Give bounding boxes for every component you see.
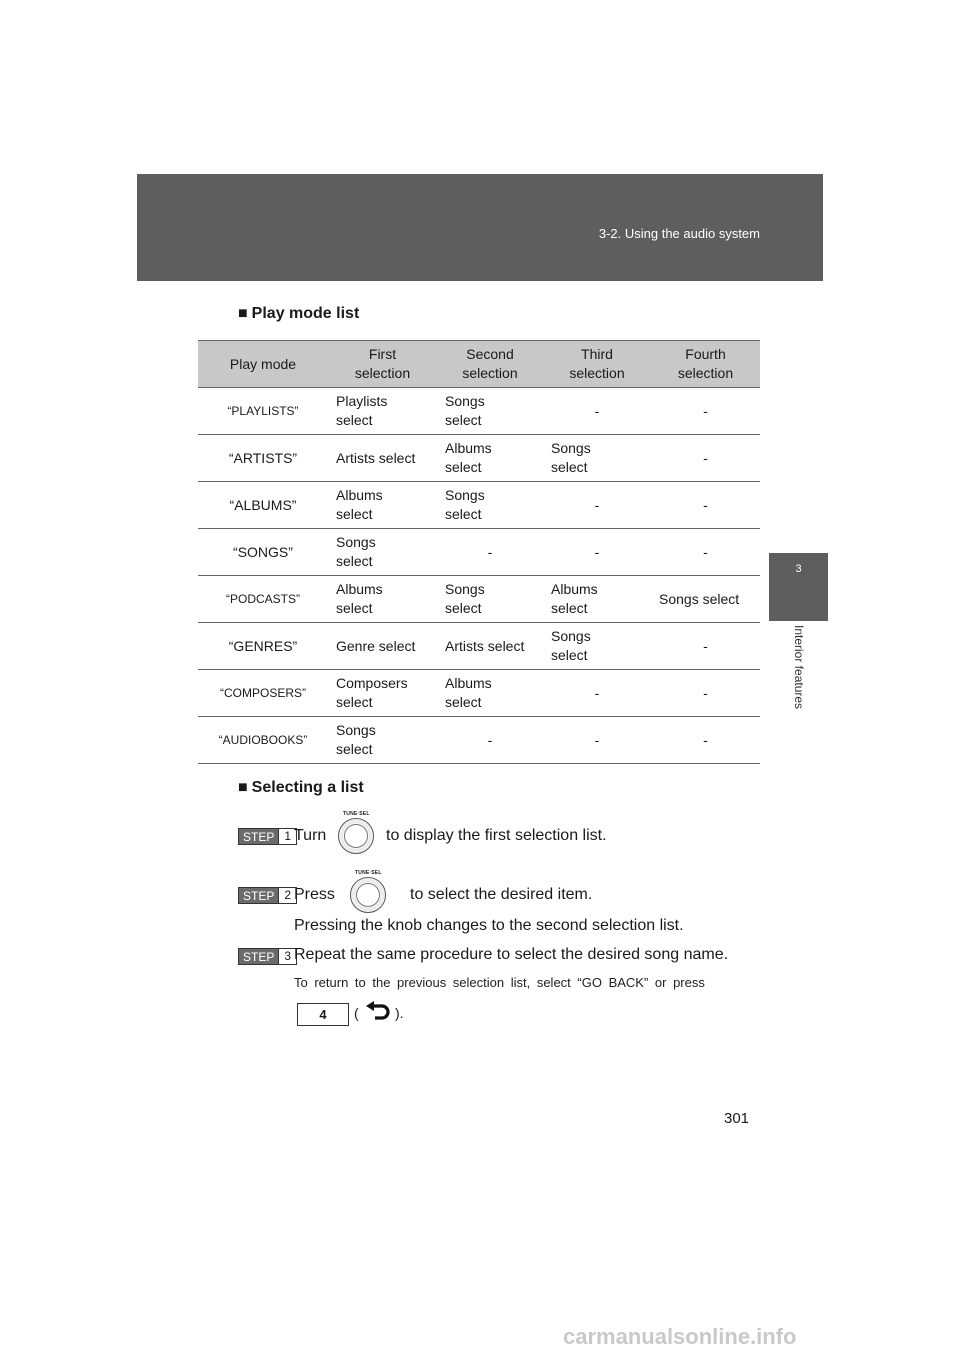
table-cell: Albums select xyxy=(328,482,437,529)
paren-close: ). xyxy=(395,1005,404,1021)
knob-label: TUNE·SEL xyxy=(343,811,370,817)
table-cell: “PLAYLISTS” xyxy=(198,388,328,435)
back-arrow-icon xyxy=(363,1001,393,1025)
key-4-button: 4 xyxy=(297,1003,349,1026)
column-header: Third selection xyxy=(543,341,651,388)
table-row xyxy=(198,670,760,717)
table-cell: - xyxy=(437,529,543,576)
table-row xyxy=(198,482,760,529)
chapter-number: 3 xyxy=(795,563,802,575)
table-cell: Genre select xyxy=(328,623,437,670)
play-mode-heading xyxy=(238,305,359,323)
table-cell: Songs select xyxy=(328,717,437,764)
step-word: STEP xyxy=(238,887,279,904)
table-cell: “PODCASTS” xyxy=(198,576,328,623)
table-cell: Songs select xyxy=(437,482,543,529)
table-cell: - xyxy=(543,482,651,529)
column-header: Second selection xyxy=(437,341,543,388)
step-2-text: to select the desired item. xyxy=(410,886,593,903)
square-bullet-icon: ■ xyxy=(238,305,248,322)
table-cell: Albums select xyxy=(328,576,437,623)
paren-open: ( xyxy=(354,1005,359,1021)
step-number: 1 xyxy=(279,828,297,845)
table-cell: “SONGS” xyxy=(198,529,328,576)
table-row xyxy=(198,623,760,670)
table-cell: Artists select xyxy=(328,435,437,482)
step-1-text: to display the first selection list. xyxy=(386,827,607,844)
table-cell: “ARTISTS” xyxy=(198,435,328,482)
table-row xyxy=(198,435,760,482)
tune-sel-knob-icon xyxy=(338,818,374,854)
table-cell: Songs select xyxy=(651,576,760,623)
chapter-tab xyxy=(769,553,828,621)
table-cell: “COMPOSERS” xyxy=(198,670,328,717)
table-cell: “AUDIOBOOKS” xyxy=(198,717,328,764)
step-2-subtext: Pressing the knob changes to the second selection list. xyxy=(294,917,684,934)
table-row xyxy=(198,576,760,623)
table-cell: - xyxy=(651,388,760,435)
tune-sel-knob-icon xyxy=(350,877,386,913)
column-header: Play mode xyxy=(198,341,328,388)
table-cell: - xyxy=(543,388,651,435)
table-cell: - xyxy=(543,717,651,764)
section-title: 3-2. Using the audio system xyxy=(598,226,760,241)
table-cell: - xyxy=(543,670,651,717)
step-3-text: Repeat the same procedure to select the desired song name. xyxy=(294,946,729,963)
table-cell: Albums select xyxy=(437,670,543,717)
table-cell: Artists select xyxy=(437,623,543,670)
table-cell: Playlists select xyxy=(328,388,437,435)
table-cell: “GENRES” xyxy=(198,623,328,670)
table-cell: - xyxy=(651,482,760,529)
header-band xyxy=(137,174,823,281)
table-cell: Songs select xyxy=(543,435,651,482)
table-header-row xyxy=(198,341,760,388)
table-cell: Songs select xyxy=(437,388,543,435)
table-cell: Albums select xyxy=(543,576,651,623)
step-word: STEP xyxy=(238,948,279,965)
play-mode-table xyxy=(198,340,760,764)
selecting-heading-text: Selecting a list xyxy=(251,779,364,796)
table-cell: - xyxy=(651,717,760,764)
table-cell: Songs select xyxy=(543,623,651,670)
table-cell: Albums select xyxy=(437,435,543,482)
table-cell: Composers select xyxy=(328,670,437,717)
knob-label: TUNE·SEL xyxy=(355,870,382,876)
step-2-badge xyxy=(238,887,297,904)
step-3-badge xyxy=(238,948,297,965)
step-number: 2 xyxy=(279,887,297,904)
step-number: 3 xyxy=(279,948,297,965)
column-header: Fourth selection xyxy=(651,341,760,388)
step-word: STEP xyxy=(238,828,279,845)
step-1-badge xyxy=(238,828,297,845)
selecting-heading xyxy=(238,779,364,797)
table-cell: “ALBUMS” xyxy=(198,482,328,529)
table-cell: - xyxy=(543,529,651,576)
table-cell: - xyxy=(651,623,760,670)
table-cell: Songs select xyxy=(437,576,543,623)
step-1-pre: Turn xyxy=(294,827,327,844)
table-row xyxy=(198,388,760,435)
step-2-pre: Press xyxy=(294,886,335,903)
go-back-note: To return to the previous selection list, select “GO BACK” or press xyxy=(294,975,705,990)
page-number: 301 xyxy=(724,1110,750,1127)
table-cell: - xyxy=(437,717,543,764)
table-row xyxy=(198,717,760,764)
table-cell: - xyxy=(651,529,760,576)
table-cell: Songs select xyxy=(328,529,437,576)
watermark: carmanualsonline.info xyxy=(563,1324,797,1349)
square-bullet-icon: ■ xyxy=(238,779,248,796)
play-mode-heading-text: Play mode list xyxy=(251,305,360,322)
column-header: First selection xyxy=(328,341,437,388)
table-cell: - xyxy=(651,435,760,482)
table-cell: - xyxy=(651,670,760,717)
chapter-label: Interior features xyxy=(792,625,806,710)
table-row xyxy=(198,529,760,576)
